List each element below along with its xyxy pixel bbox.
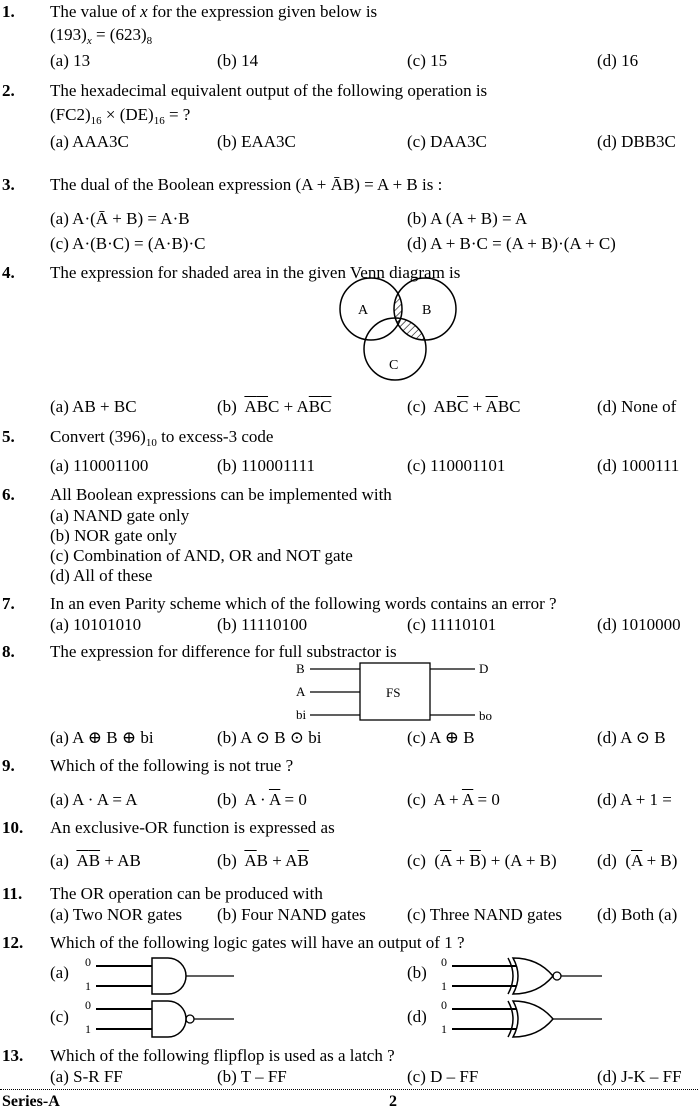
q8-text: The expression for difference for full substractor is <box>50 642 397 661</box>
q12-number: 12. <box>2 933 24 952</box>
q1-option-d[interactable]: (d) 16 <box>597 51 639 70</box>
q12-option-d[interactable]: (d) <box>407 1007 427 1026</box>
q12-option-a[interactable]: (a) <box>50 963 69 982</box>
q11-option-a[interactable]: (a) Two NOR gates <box>50 905 183 924</box>
q9-number: 9. <box>2 756 15 775</box>
footer-divider <box>0 1089 698 1090</box>
q13-option-c[interactable]: (c) D – FF <box>407 1067 479 1086</box>
q5-option-d[interactable]: (d) 1000111 <box>597 456 680 475</box>
xor-gate <box>438 998 618 1038</box>
q12-text: Which of the following logic gates will have an output of 1 ? <box>50 933 465 952</box>
q3-option-c[interactable]: (c) A·(B·C) = (A·B)·C <box>50 234 206 253</box>
q7-number: 7. <box>2 594 15 613</box>
q8-option-d[interactable]: (d) A ⊙ B <box>597 728 666 747</box>
q6-option-b[interactable]: (b) NOR gate only <box>50 526 178 545</box>
q11-option-c[interactable]: (c) Three NAND gates <box>407 905 562 924</box>
q11-option-d[interactable]: (d) Both (a) <box>597 905 678 924</box>
q11-text: The OR operation can be produced with <box>50 884 323 903</box>
q6-option-a[interactable]: (a) NAND gate only <box>50 506 190 525</box>
q8-option-c[interactable]: (c) A ⊕ B <box>407 728 475 747</box>
q5-option-b[interactable]: (b) 110001111 <box>217 456 316 475</box>
venn-label-a: A <box>358 303 369 318</box>
footer-page-number: 2 <box>389 1093 397 1110</box>
q4-option-a[interactable]: (a) AB + BC <box>50 397 137 416</box>
q13-option-b[interactable]: (b) T – FF <box>217 1067 287 1086</box>
q5-text: Convert $(396)_{10}$ to excess-3 code <box>50 427 274 449</box>
q10-option-d[interactable]: (d) $(\overline{A} + B)$ <box>597 851 678 870</box>
xnor-gate <box>438 955 618 995</box>
footer-series: Series-A <box>2 1093 60 1110</box>
q7-option-b[interactable]: (b) 11110100 <box>217 615 308 634</box>
q12-option-c[interactable]: (c) <box>50 1007 69 1026</box>
fs-output-bo: bo <box>479 708 492 723</box>
q6-option-d[interactable]: (d) All of these <box>50 566 153 585</box>
q6-text: All Boolean expressions can be implemented with <box>50 485 392 504</box>
q7-text: In an even Parity scheme which of the following words contains an error ? <box>50 594 557 613</box>
q9-option-a[interactable]: (a) A · A = A <box>50 790 138 809</box>
q10-text: An exclusive-OR function is expressed as <box>50 818 335 837</box>
q8-number: 8. <box>2 642 15 661</box>
svg-text:0: 0 <box>85 955 91 969</box>
and-gate <box>82 955 242 995</box>
q6-number: 6. <box>2 485 15 504</box>
q7-option-c[interactable]: (c) 11110101 <box>407 615 497 634</box>
q7-option-d[interactable]: (d) 1010000 <box>597 615 681 634</box>
svg-text:1: 1 <box>85 979 91 993</box>
q3-option-b[interactable]: (b) A (A + B) = A <box>407 209 528 228</box>
fs-input-bi: bi <box>296 707 307 722</box>
q13-option-d[interactable]: (d) J-K – FF <box>597 1067 682 1086</box>
q11-option-b[interactable]: (b) Four NAND gates <box>217 905 366 924</box>
venn-circle-a <box>340 278 402 340</box>
fs-label: FS <box>386 685 401 700</box>
q13-number: 13. <box>2 1046 24 1065</box>
q9-option-c[interactable]: (c) $A + \overline{A} = 0$ <box>407 790 500 809</box>
fs-input-b: B <box>296 661 305 676</box>
q12-option-b[interactable]: (b) <box>407 963 427 982</box>
q5-number: 5. <box>2 427 15 446</box>
q10-option-c[interactable]: (c) $(\overline{A} + \overline{B}) + (A + B)$ <box>407 851 557 870</box>
q2-number: 2. <box>2 81 15 100</box>
q1-option-b[interactable]: (b) 14 <box>217 51 259 70</box>
fs-input-a: A <box>296 684 306 699</box>
q1-expression: $(193)_x = (623)_8$ <box>50 25 153 47</box>
venn-label-b: B <box>422 303 432 318</box>
q3-option-a[interactable]: (a) A·(Ā + B) = A·B <box>50 209 190 228</box>
q4-text: The expression for shaded area in the given Venn diagram is <box>50 263 461 282</box>
q4-option-d[interactable]: (d) None of <box>597 397 677 416</box>
q8-option-a[interactable]: (a) A ⊕ B ⊕ bi <box>50 728 154 747</box>
q2-expression: $(FC2)_{16} \times (DE)_{16}$ = ? <box>50 105 191 127</box>
svg-text:1: 1 <box>441 979 447 993</box>
q5-option-a[interactable]: (a) 110001100 <box>50 456 149 475</box>
q2-option-c[interactable]: (c) DAA3C <box>407 132 487 151</box>
q6-option-c[interactable]: (c) Combination of AND, OR and NOT gate <box>50 546 353 565</box>
q10-option-b[interactable]: (b) $\overline{A}B + A\overline{B}$ <box>217 851 309 870</box>
q9-option-b[interactable]: (b) $A \cdot \overline{A} = 0$ <box>217 790 307 809</box>
svg-text:0: 0 <box>441 955 447 969</box>
q2-option-a[interactable]: (a) AAA3C <box>50 132 129 151</box>
q13-text: Which of the following flipflop is used as a latch ? <box>50 1046 395 1065</box>
nand-gate <box>82 998 242 1038</box>
q8-option-b[interactable]: (b) A ⊙ B ⊙ bi <box>217 728 322 747</box>
q4-number: 4. <box>2 263 15 282</box>
q1-option-c[interactable]: (c) 15 <box>407 51 448 70</box>
q13-option-a[interactable]: (a) S-R FF <box>50 1067 123 1086</box>
fs-output-d: D <box>479 661 489 676</box>
q2-option-d[interactable]: (d) DBB3C <box>597 132 676 151</box>
q2-text: The hexadecimal equivalent output of the following operation is <box>50 81 488 100</box>
venn-diagram <box>330 276 470 386</box>
q10-option-a[interactable]: (a) $\overline{A}\overline{B}$ + AB <box>50 851 141 870</box>
q3-option-d[interactable]: (d) A + B·C = (A + B)·(A + C) <box>407 234 616 253</box>
q9-option-d[interactable]: (d) A + 1 = <box>597 790 672 809</box>
svg-text:0: 0 <box>441 998 447 1012</box>
q4-option-c[interactable]: (c) $AB\overline{C} + \overline{A}BC$ <box>407 397 521 416</box>
q1-number: 1. <box>2 2 15 21</box>
q3-number: 3. <box>2 175 15 194</box>
venn-label-c: C <box>389 358 399 373</box>
q10-number: 10. <box>2 818 24 837</box>
q3-text: The dual of the Boolean expression (A + ĀB) = A + B is : <box>50 175 443 194</box>
q2-option-b[interactable]: (b) EAA3C <box>217 132 296 151</box>
svg-text:1: 1 <box>441 1022 447 1036</box>
q1-option-a[interactable]: (a) 13 <box>50 51 91 70</box>
q1-text: The value of x for the expression given below is <box>50 2 378 21</box>
q9-text: Which of the following is not true ? <box>50 756 294 775</box>
full-subtractor-block <box>290 660 520 726</box>
q5-option-c[interactable]: (c) 110001101 <box>407 456 506 475</box>
q11-number: 11. <box>2 884 23 903</box>
q7-option-a[interactable]: (a) 10101010 <box>50 615 142 634</box>
svg-text:1: 1 <box>85 1022 91 1036</box>
q4-option-b[interactable]: (b) $\overline{A}\overline{B}C + A\overline{B}\overline{C}$ <box>217 397 332 416</box>
svg-text:0: 0 <box>85 998 91 1012</box>
